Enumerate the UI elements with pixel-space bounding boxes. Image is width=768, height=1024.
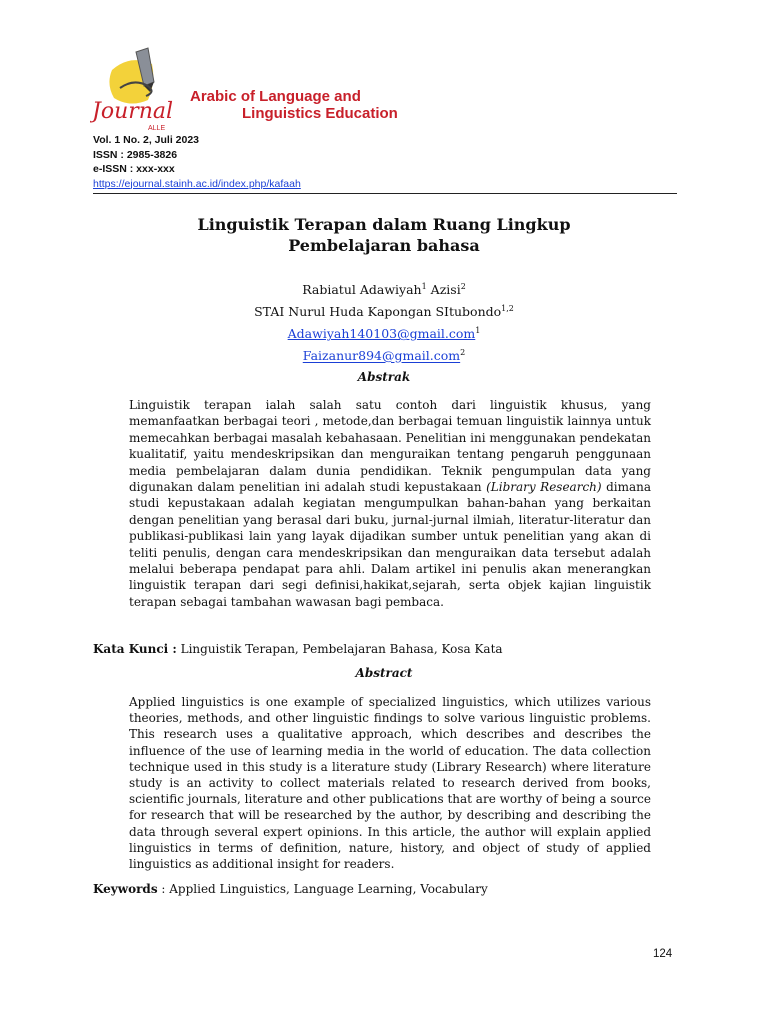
logo-graphic — [90, 42, 200, 132]
abstrak-text-1: Linguistik terapan ialah salah satu contoh dari linguistik khusus, yang memanfaatkan berbagai teori , metode,dan berbagai temuan linguistik lainnya untuk memecahkan berbagai masalah kebahasaan. Penelitian ini menggunakan pendekatan kualitatif, yaitu mendeskripsikan dan menguraikan tentang pengaruh penggunaan media pembelajaran dalam dunia pendidikan. Teknik pengumpulan data yang digunakan dalam penelitian ini adalah studi kepustakaan — [129, 398, 651, 495]
author-1: Rabiatul Adawiyah — [302, 282, 422, 298]
title-line1: Linguistik Terapan dalam Ruang Lingkup — [197, 215, 571, 234]
journal-name-line2: Linguistics Education — [242, 105, 398, 122]
logo-text: Journal — [92, 99, 174, 124]
abstract-heading: Abstract — [355, 666, 413, 680]
journal-name — [190, 88, 398, 122]
author-1-sup: 1 — [421, 282, 427, 291]
kata-kunci-values: Linguistik Terapan, Pembelajaran Bahasa, Kosa Kata — [176, 642, 503, 656]
affiliation-sup: 1,2 — [501, 304, 514, 314]
page-number: 124 — [653, 948, 673, 960]
issn: ISSN : 2985-3826 — [93, 148, 178, 161]
author-2: Azisi — [426, 282, 461, 298]
email-link-2[interactable]: Faizanur894@gmail.com — [302, 348, 461, 364]
keywords-label: Keywords — [93, 882, 158, 896]
email-2-sup: 2 — [460, 348, 466, 358]
keywords-values: : Applied Linguistics, Language Learning, Vocabulary — [157, 882, 488, 896]
journal-url-link[interactable]: https://ejournal.stainh.ac.id/index.php/kafaah — [93, 177, 301, 190]
logo-subtext: ALLE — [148, 125, 166, 132]
journal-name-line1: Arabic of Language and — [190, 88, 361, 105]
abstrak-text-2: dimana studi kepustakaan adalah kegiatan mengumpulkan bahan-bahan yang berkaitan dengan penelitian yang berasal dari buku, jurnal-jurnal ilmiah, literatur-literatur dan publikasi-publikasi lain yang layak dijadikan sumber untuk penelitian yang akan di teliti penulis, dengan cara mendeskripsikan dan menguraikan data tersebut adalah melalui beberapa pendapat para ahli. Dalam artikel ini penulis akan menerangkan linguistik terapan dari segi definisi,hakikat,sejarah, serta objek kajian linguistik terapan sebagai tambahan wawasan bagi pembaca. — [129, 480, 652, 609]
e-issn: e-ISSN : xxx-xxx — [93, 163, 175, 175]
affiliation-text: STAI Nurul Huda Kapongan SItubondo — [254, 304, 502, 320]
abstract-body: Applied linguistics is one example of specialized linguistics, which utilizes various theories, methods, and other linguistic findings to solve various linguistic problems. This research uses a qualitative approach, which describes and describes the influence of the use of learning media in the world of education. The data collection technique used in this study is a literature study (Library Research) where literature study is an activity to collect materials related to research derived from books, scientific journals, literature and other publications that are worthy of being a source for research that will be researched by the author, by describing and describing the data through several expert opinions. In this article, the author will explain applied linguistics in terms of definition, nature, history, and object of study of applied linguistics as additional insight for readers. — [129, 695, 651, 872]
title-line2: Pembelajaran bahasa — [288, 236, 480, 255]
affiliation — [0, 299, 768, 321]
email-link-1[interactable]: Adawiyah140103@gmail.com — [287, 326, 476, 342]
kata-kunci-label: Kata Kunci : — [93, 642, 177, 656]
volume-info: Vol. 1 No. 2, Juli 2023 — [93, 134, 200, 146]
abstrak-text-italic: (Library Research) — [486, 480, 602, 495]
email-1-sup: 1 — [475, 326, 481, 336]
keywords — [93, 881, 488, 897]
abstrak-body — [129, 397, 651, 610]
kata-kunci — [93, 641, 503, 657]
author-2-sup: 2 — [460, 282, 466, 291]
author-block — [0, 277, 768, 366]
journal-meta — [93, 133, 301, 191]
header-divider — [93, 193, 677, 194]
author-names — [0, 277, 768, 299]
abstrak-heading: Abstrak — [357, 370, 411, 384]
journal-logo — [90, 42, 200, 132]
article-title — [0, 214, 768, 256]
